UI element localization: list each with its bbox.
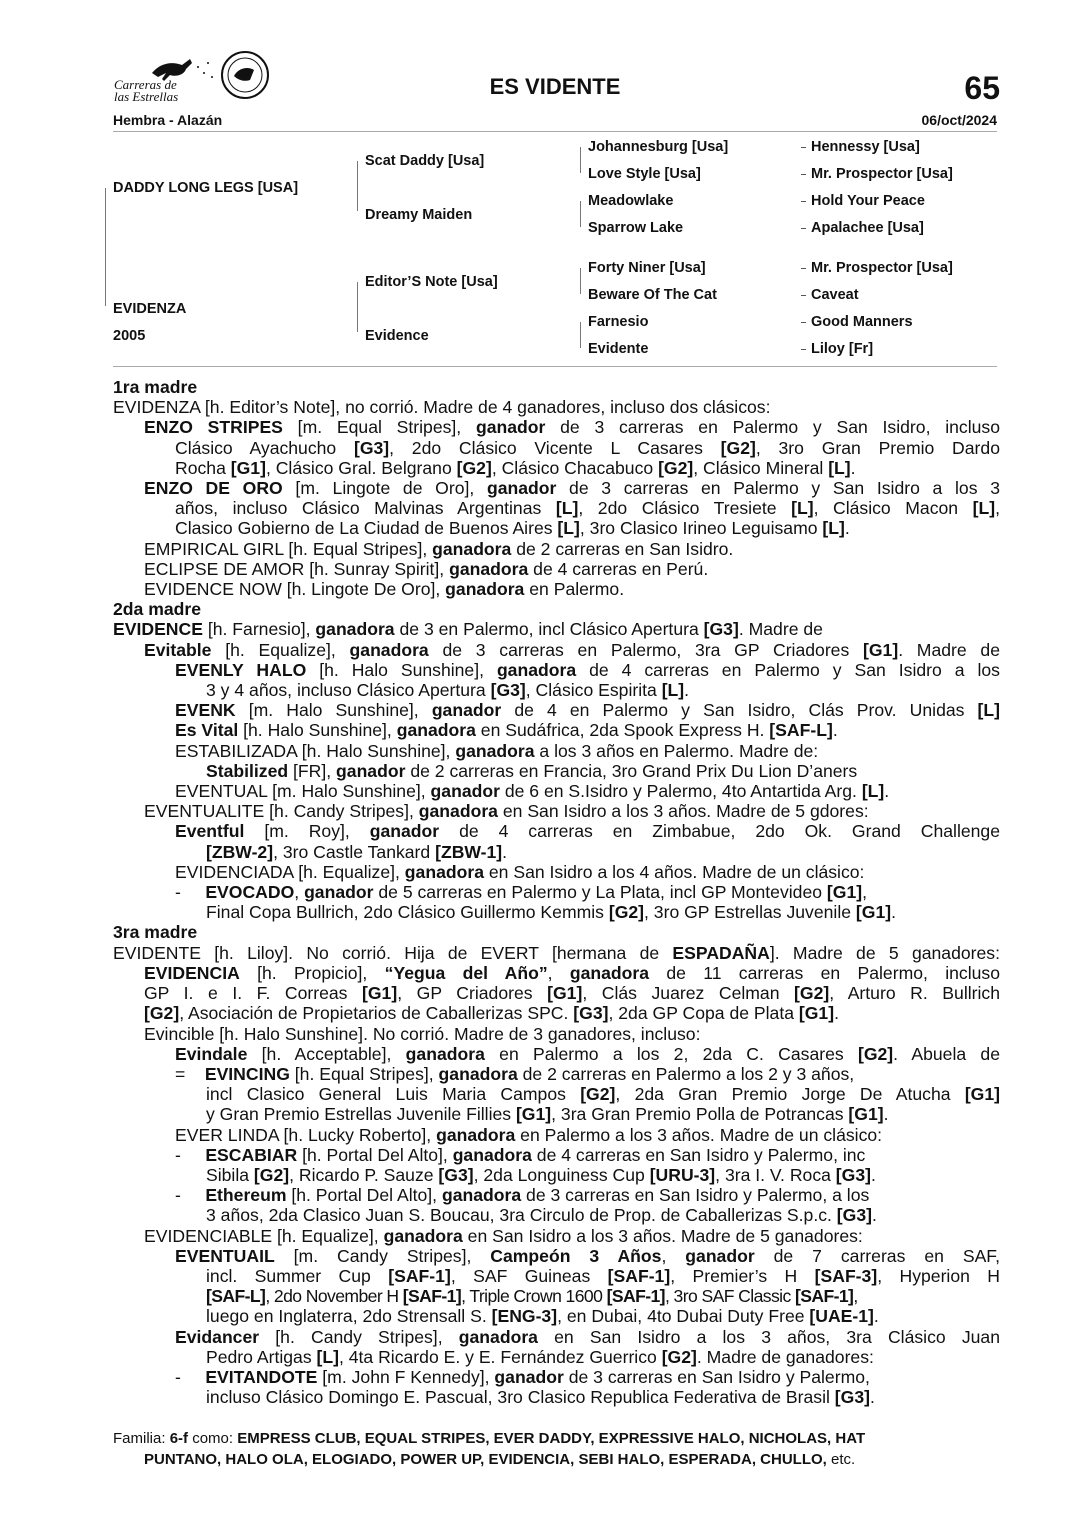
text-line: EVIDENCIADA [h. Equalize], ganadora en San Isidro a los 4 años. Madre de un clásico: [175, 861, 865, 882]
text-line: incl. Summer Cup [SAF-1], SAF Guineas [SAF-1], Premier’s H [SAF-3], Hyperion H [206, 1265, 1001, 1286]
sire-name: DADDY LONG LEGS [USA] [113, 180, 299, 196]
sire-dam: Dreamy Maiden [365, 207, 473, 223]
text-line: EVENTUALITE [h. Candy Stripes], ganadora en San Isidro a los 3 años. Madre de 5 gdores: [144, 801, 869, 822]
logo-text: Carreras de las Estrellas [114, 77, 179, 104]
text-line: EVIDENTE [h. Liloy]. No corrió. Hija de EVERT [hermana de ESPADAÑA]. Madre de 5 ganadores: [113, 942, 1000, 963]
text-line: Pedro Artigas [L], 4ta Ricardo E. y E. Fernández Guerrico [G2]. Madre de ganadores: [206, 1346, 874, 1367]
text-line: [G2], Asociación de Propietarios de Caballerizas SPC. [G3], 2da GP Copa de Plata [G1]. [144, 1003, 839, 1024]
dam-dam: Evidence [365, 328, 429, 344]
g3-3: Meadowlake [588, 193, 674, 209]
family-label: Familia: [113, 1430, 166, 1447]
text-line: EVER LINDA [h. Lucky Roberto], ganadora en Palermo a los 3 años. Madre de un clásico: [175, 1124, 883, 1145]
text-line: ECLIPSE DE AMOR [h. Sunray Spirit], ganadora de 4 carreras en Perú. [144, 558, 709, 579]
text-line: Sibila [G2], Ricardo P. Sauze [G3], 2da Longuiness Cup [URU-3], 3ra I. V. Roca [G3]. [206, 1164, 876, 1185]
dash-8 [801, 349, 806, 350]
text-line: EVIDENCE NOW [h. Lingote De Oro], ganadora en Palermo. [144, 579, 625, 600]
pedigree-divider [113, 366, 997, 367]
g4-6: Caveat [811, 287, 859, 303]
dam-name: EVIDENZA [113, 301, 187, 317]
text-line: ENZO DE ORO [m. Lingote de Oro], ganador de 3 carreras en Palermo y San Isidro a los 3 [144, 478, 1000, 499]
text-line: años, incluso Clásico Malvinas Argentinas [L], 2do Clásico Tresiete [L], Clásico Macon [L], [175, 498, 1001, 519]
text-line: 3 años, 2da Clasico Juan S. Boucau, 3ra Circulo de Prop. de Caballerizas S.p.c. [G3]. [206, 1205, 877, 1226]
text-line: - ESCABIAR [h. Portal Del Alto], ganadora de 4 carreras en San Isidro y Palermo, inc [175, 1144, 866, 1165]
text-line: Es Vital [h. Halo Sunshine], ganadora en Sudáfrica, 2da Spook Express H. [SAF-L]. [175, 720, 838, 741]
bracket-3c [580, 268, 581, 294]
family-number: 6-f [169, 1430, 189, 1447]
g4-4: Apalachee [Usa] [811, 220, 924, 236]
family-line-1 [113, 1428, 1000, 1449]
text-line: EVENTUAL [m. Halo Sunshine], ganador de 6 en S.Isidro y Palermo, 4to Antartida Arg. [L]. [175, 781, 890, 802]
bracket-3a [580, 147, 581, 173]
text-line: Clasico Gobierno de La Ciudad de Buenos Aires [L], 3ro Clasico Irineo Leguisamo [L]. [175, 518, 850, 539]
text-line: [ZBW-2], 3ro Castle Tankard [ZBW-1]. [206, 841, 508, 862]
bracket-3b [580, 201, 581, 227]
section-1ra-madre: 1ra madre [113, 377, 198, 397]
text-line: ESTABILIZADA [h. Halo Sunshine], ganadora a los 3 años en Palermo. Madre de: [175, 740, 819, 761]
bracket-2a [357, 161, 358, 211]
dash-6 [801, 295, 806, 296]
g3-2: Love Style [Usa] [588, 166, 701, 182]
text-line: [SAF-L], 2do November H [SAF-1], Triple Crown 1600 [SAF-1], 3ro SAF Classic [SAF-1], [206, 1286, 858, 1307]
bracket-2b [357, 282, 358, 332]
text-line: Final Copa Bullrich, 2do Clásico Guillermo Kemmis [G2], 3ro GP Estrellas Juvenile [G1]. [206, 902, 896, 923]
dash-7 [801, 322, 806, 323]
g3-7: Farnesio [588, 314, 649, 330]
text-line: GP I. e I. F. Correas [G1], GP Criadores [G1], Clás Juarez Celman [G2], Arturo R. Bullrich [144, 983, 1000, 1004]
family-note [113, 1428, 1000, 1470]
sex-color: Hembra - Alazán [113, 112, 223, 128]
dash-2 [801, 174, 806, 175]
text-line: EVIDENZA [h. Editor’s Note], no corrió. Madre de 4 ganadores, incluso dos clásicos: [113, 397, 771, 418]
text-line: 3 y 4 años, incluso Clásico Apertura [G3], Clásico Espirita [L]. [206, 680, 690, 701]
text-line: Eventful [m. Roy], ganador de 4 carreras en Zimbabue, 2do Ok. Grand Challenge [175, 821, 1000, 842]
g4-1: Hennessy [Usa] [811, 139, 920, 155]
text-line: Stabilized [FR], ganador de 2 carreras en Francia, 3ro Grand Prix Du Lion D’aners [206, 760, 858, 781]
g3-1: Johannesburg [Usa] [588, 139, 729, 155]
dash-4 [801, 228, 806, 229]
text-line: EVENTUAIL [m. Candy Stripes], Campeón 3 Años, ganador de 7 carreras en SAF, [175, 1245, 1000, 1266]
text-line: ENZO STRIPES [m. Equal Stripes], ganador de 3 carreras en Palermo y San Isidro, incluso [144, 417, 1000, 438]
text-line: - EVITANDOTE [m. John F Kennedy], ganador de 3 carreras en San Isidro y Palermo, [175, 1366, 870, 1387]
g3-6: Beware Of The Cat [588, 287, 717, 303]
family-como: como: [192, 1430, 234, 1447]
g4-5: Mr. Prospector [Usa] [811, 260, 953, 276]
section-3ra-madre: 3ra madre [113, 922, 198, 943]
g4-3: Hold Your Peace [811, 193, 925, 209]
text-line: Rocha [G1], Clásico Gral. Belgrano [G2], Clásico Chacabuco [G2], Clásico Mineral [L]. [175, 457, 856, 478]
family-line-2 [113, 1449, 1000, 1470]
family-etc: etc. [831, 1451, 856, 1468]
dash-5 [801, 268, 806, 269]
g4-2: Mr. Prospector [Usa] [811, 166, 953, 182]
g4-7: Good Manners [811, 314, 913, 330]
text-line: incl Clasico General Luis Maria Campos [G2], 2da Gran Premio Jorge De Atucha [G1] [206, 1084, 1000, 1105]
text-line: Evidancer [h. Candy Stripes], ganadora en San Isidro a los 3 años, 3ra Clásico Juan [175, 1326, 1000, 1347]
dam-sire: Editor’S Note [Usa] [365, 274, 498, 290]
text-line: = EVINCING [h. Equal Stripes], ganadora de 2 carreras en Palermo a los 2 y 3 años, [175, 1063, 855, 1084]
section-2da-madre: 2da madre [113, 599, 202, 620]
sire-sire: Scat Daddy [Usa] [365, 153, 485, 169]
text-line: EVIDENCIABLE [h. Equalize], ganadora en San Isidro a los 3 años. Madre de 5 ganadores: [144, 1225, 863, 1246]
text-line: Evindale [h. Acceptable], ganadora en Palermo a los 2, 2da C. Casares [G2]. Abuela de [175, 1043, 1001, 1064]
dash-3 [801, 201, 806, 202]
report-date: 06/oct/2024 [921, 112, 997, 128]
bracket-1 [105, 188, 106, 306]
text-line: Evitable [h. Equalize], ganadora de 3 carreras en Palermo, 3ra GP Criadores [G1]. Madre de [144, 639, 1000, 660]
text-line: - Ethereum [h. Portal Del Alto], ganadora de 3 carreras en San Isidro y Palermo, a los [175, 1185, 870, 1206]
text-line: incluso Clásico Domingo E. Pascual, 3ro Clasico Republica Federativa de Brasil [G3]. [206, 1387, 875, 1408]
text-line: EVIDENCE [h. Farnesio], ganadora de 3 en Palermo, incl Clásico Apertura [G3]. Madre de [113, 619, 823, 640]
g3-5: Forty Niner [Usa] [588, 260, 706, 276]
g3-4: Sparrow Lake [588, 220, 684, 236]
female-family-text [113, 377, 1000, 1407]
top-divider [113, 131, 997, 132]
text-line: y Gran Premio Estrellas Juvenile Fillies [G1], 3ra Gran Premio Polla de Potrancas [G1]. [206, 1104, 889, 1125]
page-number: 65 [964, 70, 1000, 106]
family-members-2: PUNTANO, HALO OLA, ELOGIADO, POWER UP, EVIDENCIA, SEBI HALO, ESPERADA, CHULLO, [144, 1451, 827, 1468]
text-line: EVENLY HALO [h. Halo Sunshine], ganadora de 4 carreras en Palermo y San Isidro a los [175, 659, 1000, 680]
text-line: EVENK [m. Halo Sunshine], ganador de 4 en Palermo y San Isidro, Clás Prov. Unidas [L] [175, 700, 1001, 721]
text-line: - EVOCADO, ganador de 5 carreras en Palermo y La Plata, incl GP Montevideo [G1], [175, 882, 867, 903]
bracket-3d [580, 322, 581, 348]
text-line: luego en Inglaterra, 2do Strensall S. [ENG-3], en Dubai, 4to Dubai Duty Free [UAE-1]. [206, 1306, 879, 1327]
text-line: EVIDENCIA [h. Propicio], “Yegua del Año”, ganadora de 11 carreras en Palermo, incluso [144, 962, 1000, 983]
g3-8: Evidente [588, 341, 649, 357]
g4-8: Liloy [Fr] [811, 341, 874, 357]
horse-name-title: ES VIDENTE [489, 74, 621, 99]
text-line: EMPIRICAL GIRL [h. Equal Stripes], ganadora de 2 carreras en San Isidro. [144, 538, 734, 559]
family-members-1: EMPRESS CLUB, EQUAL STRIPES, EVER DADDY, EXPRESSIVE HALO, NICHOLAS, HAT [237, 1430, 866, 1447]
text-line: Evincible [h. Halo Sunshine]. No corrió. Madre de 3 ganadores, incluso: [144, 1023, 701, 1044]
dam-year: 2005 [113, 328, 146, 344]
dash-1 [801, 147, 806, 148]
text-line: Clásico Ayachucho [G3], 2do Clásico Vicente L Casares [G2], 3ro Gran Premio Dardo [175, 437, 1000, 458]
